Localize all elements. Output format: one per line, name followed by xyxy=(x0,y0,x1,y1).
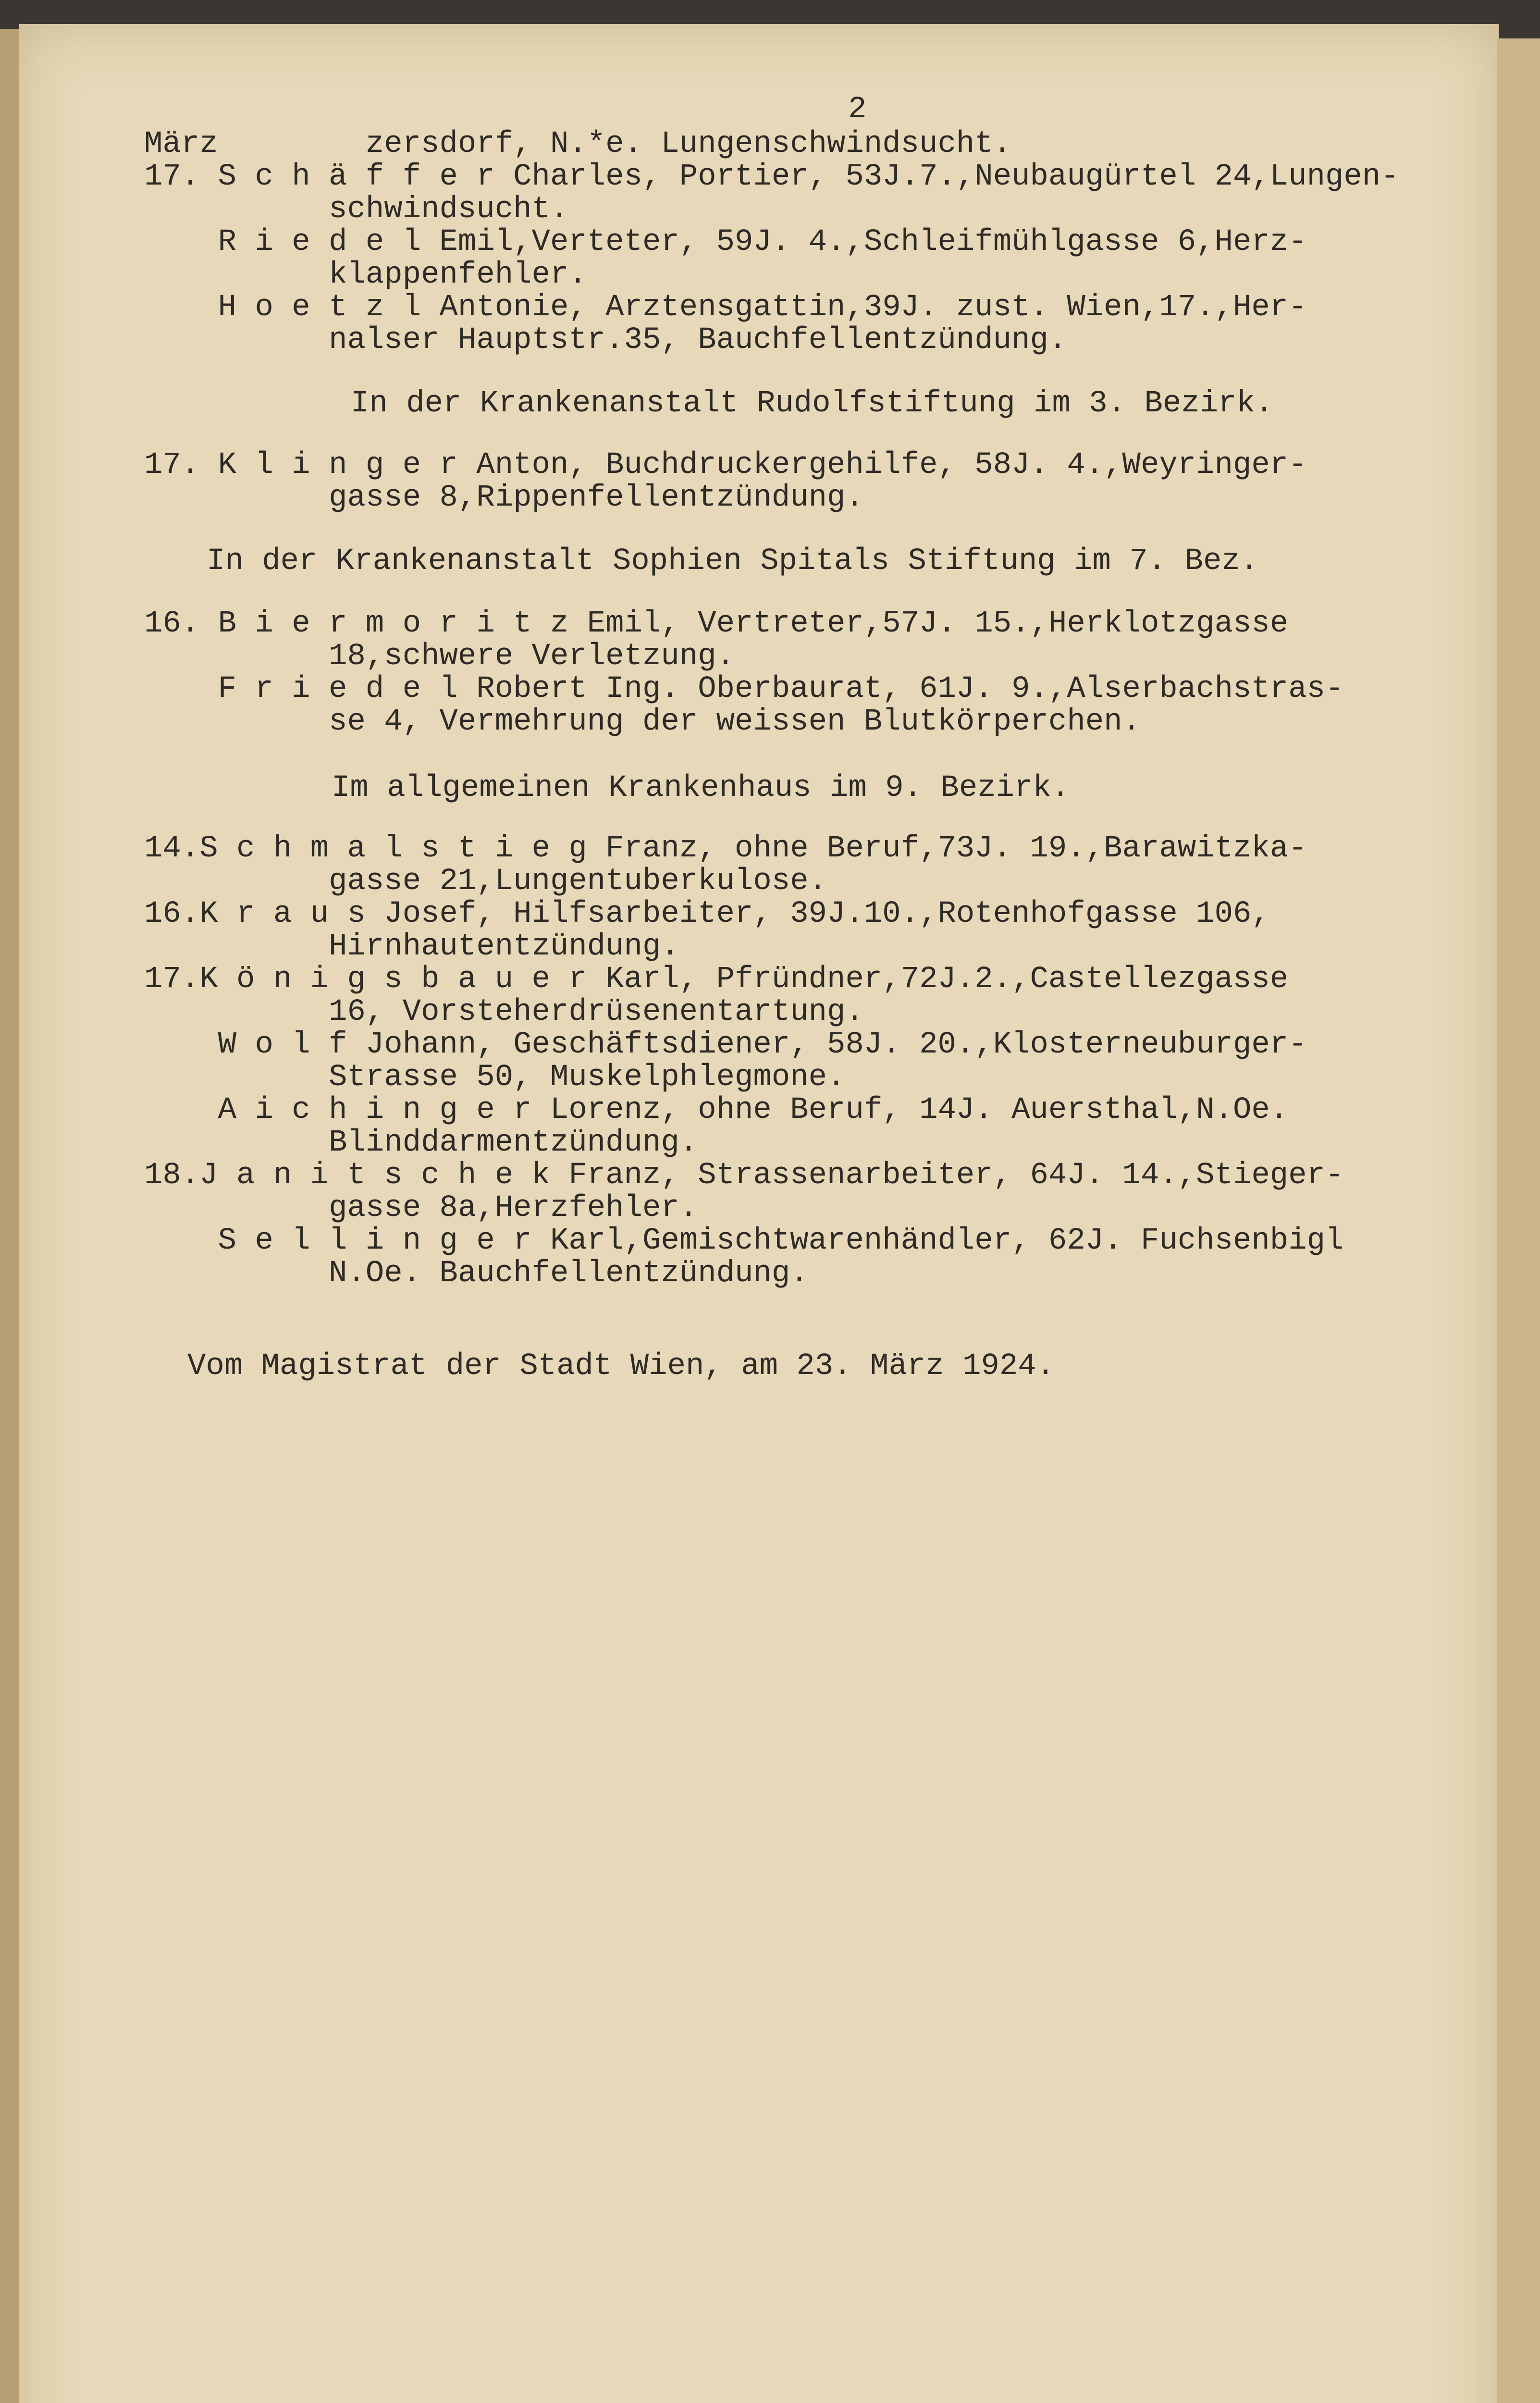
text-line: N.Oe. Bauchfellentzündung. xyxy=(144,1256,809,1291)
text-line: 17.K ö n i g s b a u e r Karl, Pfründner,72J.2.,Castellezgasse xyxy=(144,962,1289,997)
closing-line: Vom Magistrat der Stadt Wien, am 23. März 1924. xyxy=(187,1349,1055,1384)
next-page-edge xyxy=(1497,38,1540,2403)
section-heading: In der Krankenanstalt Sophien Spitals Stiftung im 7. Bez. xyxy=(207,544,1259,579)
text-line: gasse 8,Rippenfellentzündung. xyxy=(144,481,864,515)
text-line: se 4, Vermehrung der weissen Blutkörperchen. xyxy=(144,705,1141,739)
text-line: A i c h i n g e r Lorenz, ohne Beruf, 14J. Auersthal,N.Oe. xyxy=(144,1093,1289,1127)
text-line: klappenfehler. xyxy=(144,258,587,292)
text-line: 16. B i e r m o r i t z Emil, Vertreter,57J. 15.,Herklotzgasse xyxy=(144,607,1289,641)
text-line: W o l f Johann, Geschäftsdiener, 58J. 20.,Klosterneuburger- xyxy=(144,1028,1307,1062)
section-heading: Im allgemeinen Krankenhaus im 9. Bezirk. xyxy=(332,771,1070,805)
page-number: 2 xyxy=(848,92,867,127)
text-line: Blinddarmentzündung. xyxy=(144,1126,698,1160)
text-line: 16.K r a u s Josef, Hilfsarbeiter, 39J.10.,Rotenhofgasse 106, xyxy=(144,897,1270,931)
text-line: 16, Vorsteherdrüsenentartung. xyxy=(144,995,864,1029)
text-line: gasse 21,Lungentuberkulose. xyxy=(144,864,827,899)
text-line: F r i e d e l Robert Ing. Oberbaurat, 61J. 9.,Alserbachstras- xyxy=(144,672,1344,706)
text-line: 18.J a n i t s c h e k Franz, Strassenarbeiter, 64J. 14.,Stieger- xyxy=(144,1158,1344,1193)
text-line: Strasse 50, Muskelphlegmone. xyxy=(144,1060,846,1095)
text-line: Hirnhautentzündung. xyxy=(144,929,679,964)
text-line: H o e t z l Antonie, Arztensgattin,39J. zust. Wien,17.,Her- xyxy=(144,290,1307,325)
text-line: März zersdorf, N.*e. Lungenschwindsucht. xyxy=(144,127,1012,161)
text-line: nalser Hauptstr.35, Bauchfellentzündung. xyxy=(144,323,1067,358)
text-line: 17. K l i n g e r Anton, Buchdruckergehilfe, 58J. 4.,Weyringer- xyxy=(144,448,1307,483)
text-line: gasse 8a,Herzfehler. xyxy=(144,1191,698,1226)
text-line: schwindsucht. xyxy=(144,192,569,227)
text-line: S e l l i n g e r Karl,Gemischtwarenhändler, 62J. Fuchsenbigl xyxy=(144,1224,1344,1258)
text-line: 18,schwere Verletzung. xyxy=(144,639,735,674)
text-line: 14.S c h m a l s t i e g Franz, ohne Beruf,73J. 19.,Barawitzka- xyxy=(144,831,1307,866)
text-line: R i e d e l Emil,Verteter, 59J. 4.,Schleifmühlgasse 6,Herz- xyxy=(144,225,1307,260)
section-heading: In der Krankenanstalt Rudolfstiftung im 3. Bezirk. xyxy=(351,386,1274,421)
text-line: 17. S c h ä f f e r Charles, Portier, 53J.7.,Neubaugürtel 24,Lungen- xyxy=(144,160,1399,194)
